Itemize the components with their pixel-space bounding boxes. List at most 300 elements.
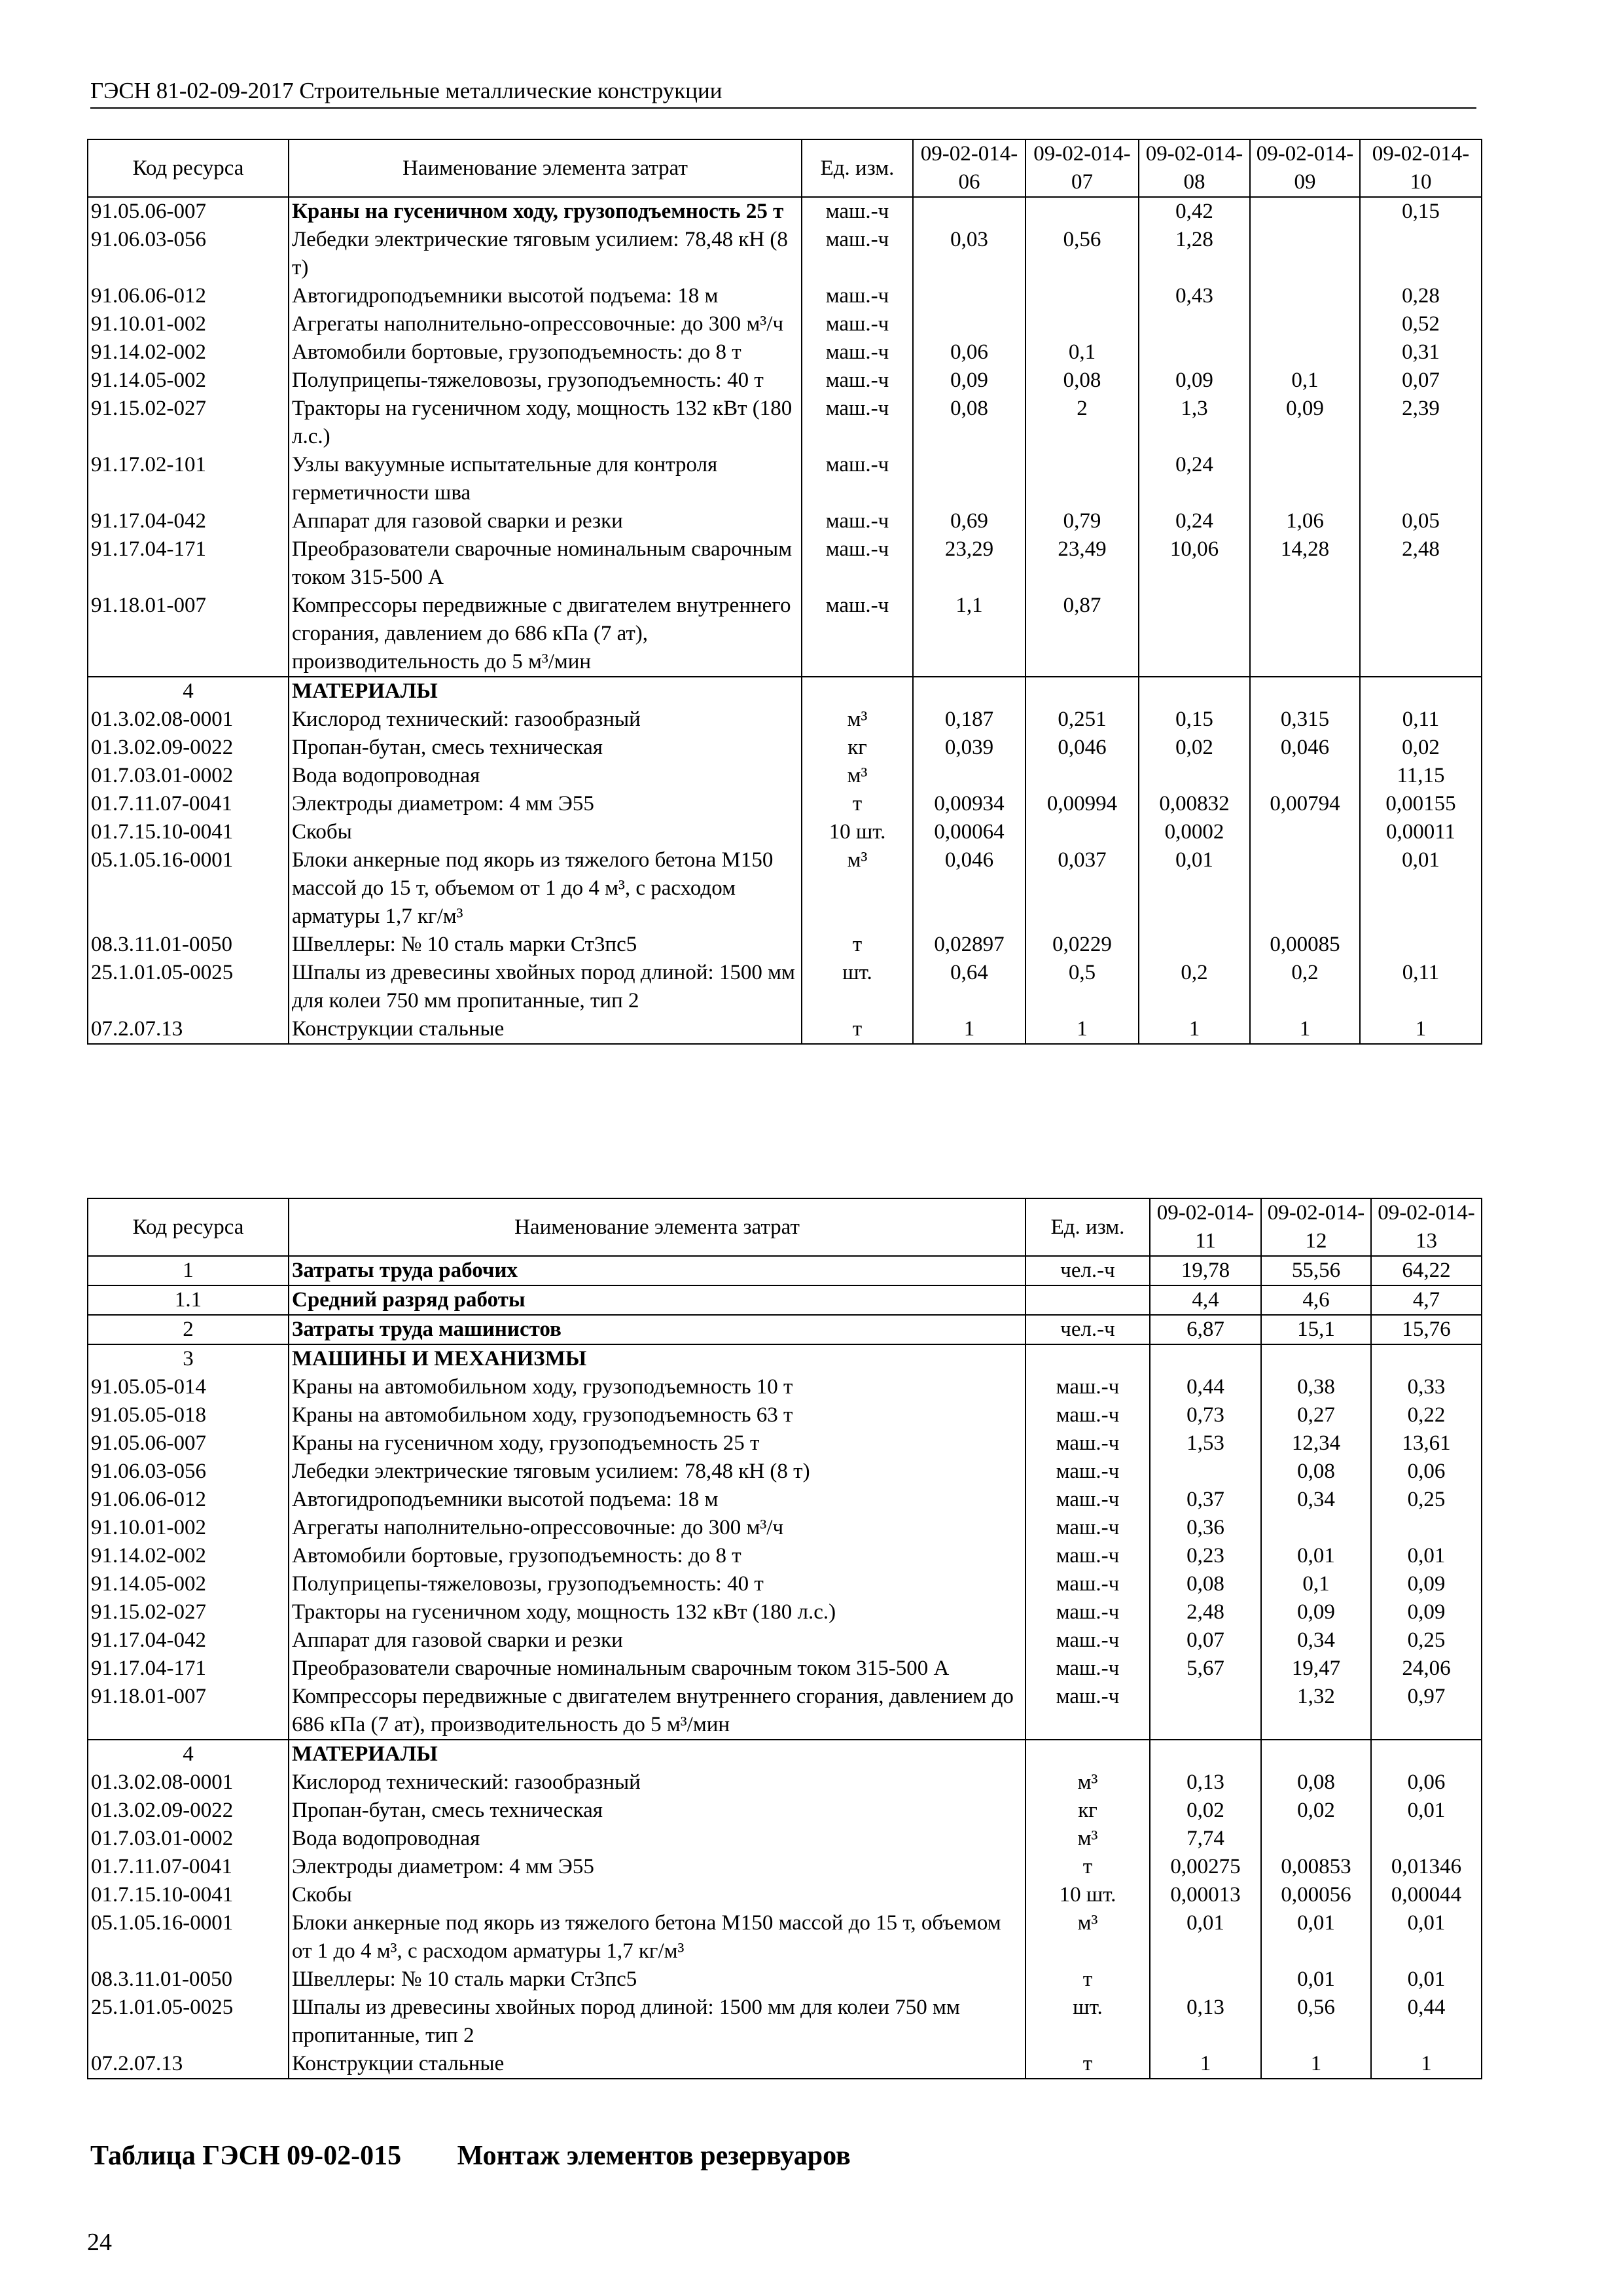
norm-value — [1139, 592, 1250, 677]
norm-value: 0,08 — [1261, 1458, 1371, 1486]
cost-element-name: Затраты труда машинистов — [289, 1315, 1026, 1344]
norm-value: 0,15 — [1360, 197, 1482, 226]
unit: м³ — [1026, 1768, 1150, 1797]
table-row — [88, 1740, 1482, 1768]
norm-value: 0,1 — [1261, 1570, 1371, 1598]
norm-value: 0,73 — [1150, 1401, 1261, 1429]
norm-value — [913, 677, 1026, 706]
norm-value: 14,28 — [1250, 535, 1360, 592]
unit: маш.-ч — [1026, 1401, 1150, 1429]
norm-value: 0,00064 — [913, 818, 1026, 846]
norm-value — [1261, 1740, 1371, 1768]
unit: маш.-ч — [802, 338, 913, 367]
norm-value — [1150, 1458, 1261, 1486]
column-header: 09-02-014-13 — [1371, 1198, 1482, 1256]
norm-value: 0,09 — [1371, 1598, 1482, 1626]
cost-element-name: Автогидроподъемники высотой подъема: 18 м — [289, 282, 802, 310]
norm-value: 0,00011 — [1360, 818, 1482, 846]
norm-value: 0,24 — [1139, 451, 1250, 507]
norm-value — [913, 282, 1026, 310]
unit: чел.-ч — [1026, 1315, 1150, 1344]
resource-code: 08.3.11.01-0050 — [88, 1965, 289, 1994]
norm-value — [1250, 592, 1360, 677]
resource-code: 01.3.02.09-0022 — [88, 734, 289, 762]
table-row — [88, 959, 1482, 1015]
table-row — [88, 846, 1482, 931]
table-row — [88, 451, 1482, 507]
norm-value: 0,08 — [913, 395, 1026, 451]
norm-value: 1,28 — [1139, 226, 1250, 282]
table-1-body — [88, 197, 1482, 1044]
norm-value: 0,08 — [1150, 1570, 1261, 1598]
norm-value: 0,37 — [1150, 1486, 1261, 1514]
norm-value: 0,05 — [1360, 507, 1482, 535]
cost-element-name: МАТЕРИАЛЫ — [289, 1740, 1026, 1768]
norm-value: 0,09 — [1261, 1598, 1371, 1626]
table-row — [88, 1825, 1482, 1853]
unit: маш.-ч — [1026, 1373, 1150, 1401]
norm-value: 0,01 — [1371, 1542, 1482, 1570]
norm-value: 0,07 — [1360, 367, 1482, 395]
cost-element-name: Пропан-бутан, смесь техническая — [289, 1797, 1026, 1825]
norm-value: 1 — [1261, 2050, 1371, 2079]
norm-value: 1,53 — [1150, 1429, 1261, 1458]
table-row — [88, 1256, 1482, 1285]
norm-value: 0,08 — [1026, 367, 1139, 395]
cost-element-name: Краны на автомобильном ходу, грузоподъемность 63 т — [289, 1401, 1026, 1429]
unit: маш.-ч — [1026, 1598, 1150, 1626]
cost-element-name: Тракторы на гусеничном ходу, мощность 132 кВт (180 л.с.) — [289, 395, 802, 451]
norm-value: 6,87 — [1150, 1315, 1261, 1344]
norm-value: 0,251 — [1026, 706, 1139, 734]
norm-value — [1250, 762, 1360, 790]
resource-code: 91.06.03-056 — [88, 1458, 289, 1486]
norm-value: 2,39 — [1360, 395, 1482, 451]
unit: кг — [1026, 1797, 1150, 1825]
norm-value — [1360, 451, 1482, 507]
norm-value: 2,48 — [1360, 535, 1482, 592]
cost-element-name: Аппарат для газовой сварки и резки — [289, 1626, 1026, 1655]
norm-value: 0,36 — [1150, 1514, 1261, 1542]
unit: шт. — [802, 959, 913, 1015]
table-row — [88, 338, 1482, 367]
norm-value: 0,046 — [1026, 734, 1139, 762]
resource-code: 1 — [88, 1256, 289, 1285]
norm-value: 0,13 — [1150, 1768, 1261, 1797]
column-header: Наименование элемента затрат — [289, 139, 802, 197]
norm-value — [1026, 197, 1139, 226]
table-2-header — [88, 1198, 1482, 1256]
norm-value: 0,43 — [1139, 282, 1250, 310]
unit: маш.-ч — [1026, 1458, 1150, 1486]
resource-code: 91.06.06-012 — [88, 282, 289, 310]
cost-element-name: Пропан-бутан, смесь техническая — [289, 734, 802, 762]
header-row — [88, 1198, 1482, 1256]
norm-value: 0,06 — [913, 338, 1026, 367]
cost-element-name: Автомобили бортовые, грузоподъемность: до 8 т — [289, 338, 802, 367]
norm-value: 1 — [1139, 1015, 1250, 1044]
norm-value — [1139, 677, 1250, 706]
table-row — [88, 790, 1482, 818]
table-row — [88, 535, 1482, 592]
table-row — [88, 1401, 1482, 1429]
unit: шт. — [1026, 1994, 1150, 2050]
table-row — [88, 1881, 1482, 1909]
norm-value: 0,315 — [1250, 706, 1360, 734]
cost-element-name: Швеллеры: № 10 сталь марки Ст3пс5 — [289, 931, 802, 959]
cost-element-name: Тракторы на гусеничном ходу, мощность 132 кВт (180 л.с.) — [289, 1598, 1026, 1626]
column-header: 09-02-014-08 — [1139, 139, 1250, 197]
table-row — [88, 1768, 1482, 1797]
unit: кг — [802, 734, 913, 762]
unit: маш.-ч — [1026, 1626, 1150, 1655]
cost-element-name: Автогидроподъемники высотой подъема: 18 м — [289, 1486, 1026, 1514]
unit: маш.-ч — [1026, 1542, 1150, 1570]
cost-element-name: Краны на гусеничном ходу, грузоподъемность 25 т — [289, 1429, 1026, 1458]
norm-value — [1026, 677, 1139, 706]
norm-value — [1026, 451, 1139, 507]
resource-code: 91.14.02-002 — [88, 338, 289, 367]
norm-value: 0,5 — [1026, 959, 1139, 1015]
norm-value: 0,79 — [1026, 507, 1139, 535]
norm-value: 0,34 — [1261, 1486, 1371, 1514]
resource-code: 05.1.05.16-0001 — [88, 1909, 289, 1965]
norm-value: 0,01 — [1371, 1797, 1482, 1825]
norm-value: 0,27 — [1261, 1401, 1371, 1429]
norm-value: 1 — [913, 1015, 1026, 1044]
norm-value: 0,00832 — [1139, 790, 1250, 818]
resource-code: 4 — [88, 1740, 289, 1768]
unit — [802, 677, 913, 706]
table-row — [88, 592, 1482, 677]
resource-code: 91.05.05-014 — [88, 1373, 289, 1401]
norm-value — [1261, 1514, 1371, 1542]
norm-value: 7,74 — [1150, 1825, 1261, 1853]
norm-value: 0,44 — [1371, 1994, 1482, 2050]
norm-value: 0,24 — [1139, 507, 1250, 535]
norm-value — [1371, 1344, 1482, 1373]
unit: маш.-ч — [802, 535, 913, 592]
table-row — [88, 1570, 1482, 1598]
norm-value: 0,06 — [1371, 1458, 1482, 1486]
column-header: 09-02-014-12 — [1261, 1198, 1371, 1256]
norm-value: 0,0002 — [1139, 818, 1250, 846]
resource-code: 01.7.03.01-0002 — [88, 762, 289, 790]
norm-value: 0,00994 — [1026, 790, 1139, 818]
norm-value: 0,22 — [1371, 1401, 1482, 1429]
cost-element-name: МАШИНЫ И МЕХАНИЗМЫ — [289, 1344, 1026, 1373]
cost-element-name: Конструкции стальные — [289, 2050, 1026, 2079]
table-row — [88, 762, 1482, 790]
norm-value: 0,44 — [1150, 1373, 1261, 1401]
norm-value: 0,52 — [1360, 310, 1482, 338]
column-header: 09-02-014-06 — [913, 139, 1026, 197]
cost-element-name: Конструкции стальные — [289, 1015, 802, 1044]
resource-code: 91.05.05-018 — [88, 1401, 289, 1429]
column-header: Код ресурса — [88, 139, 289, 197]
cost-element-name: Блоки анкерные под якорь из тяжелого бетона М150 массой до 15 т, объемом от 1 до 4 м³, с расходом арматуры 1,7 кг/м³ — [289, 846, 802, 931]
norm-value — [1371, 1740, 1482, 1768]
norm-value — [913, 451, 1026, 507]
unit: маш.-ч — [802, 395, 913, 451]
norm-value — [1150, 1965, 1261, 1994]
norm-value: 0,01 — [1360, 846, 1482, 931]
norm-value — [1250, 226, 1360, 282]
norm-value — [1371, 1825, 1482, 1853]
resource-code: 91.05.06-007 — [88, 197, 289, 226]
unit: маш.-ч — [1026, 1683, 1150, 1740]
norm-value: 23,49 — [1026, 535, 1139, 592]
norm-value: 1 — [1360, 1015, 1482, 1044]
resource-code: 91.17.02-101 — [88, 451, 289, 507]
table-row — [88, 2050, 1482, 2079]
norm-value: 0,01 — [1371, 1965, 1482, 1994]
table-row — [88, 1994, 1482, 2050]
norm-value: 15,1 — [1261, 1315, 1371, 1344]
table-row — [88, 1429, 1482, 1458]
norm-value — [1139, 338, 1250, 367]
norm-value — [913, 197, 1026, 226]
cost-element-name: Блоки анкерные под якорь из тяжелого бетона М150 массой до 15 т, объемом от 1 до 4 м³, с расходом арматуры 1,7 кг/м³ — [289, 1909, 1026, 1965]
resource-code: 91.17.04-171 — [88, 535, 289, 592]
norm-value: 15,76 — [1371, 1315, 1482, 1344]
norm-value: 0,02 — [1261, 1797, 1371, 1825]
unit — [1026, 1740, 1150, 1768]
cost-element-name: Шпалы из древесины хвойных пород длиной: 1500 мм для колеи 750 мм пропитанные, тип 2 — [289, 1994, 1026, 2050]
resource-code: 01.7.11.07-0041 — [88, 1853, 289, 1881]
unit: 10 шт. — [1026, 1881, 1150, 1909]
cost-element-name: Скобы — [289, 1881, 1026, 1909]
norm-value: 12,34 — [1261, 1429, 1371, 1458]
norm-value: 0,00044 — [1371, 1881, 1482, 1909]
norm-value: 0,02 — [1139, 734, 1250, 762]
norm-value: 1 — [1250, 1015, 1360, 1044]
cost-element-name: Преобразователи сварочные номинальным сварочным током 315-500 А — [289, 1655, 1026, 1683]
norm-value: 0,33 — [1371, 1373, 1482, 1401]
norm-value: 10,06 — [1139, 535, 1250, 592]
column-header: Ед. изм. — [802, 139, 913, 197]
unit: м³ — [802, 846, 913, 931]
norm-value: 0,13 — [1150, 1994, 1261, 2050]
cost-element-name: Краны на автомобильном ходу, грузоподъемность 10 т — [289, 1373, 1026, 1401]
table-row — [88, 1965, 1482, 1994]
norm-value — [1360, 226, 1482, 282]
norm-value: 1 — [1150, 2050, 1261, 2079]
norm-value: 0,09 — [1139, 367, 1250, 395]
table-row — [88, 1285, 1482, 1315]
norm-value: 0,187 — [913, 706, 1026, 734]
unit: маш.-ч — [802, 310, 913, 338]
cost-element-name: Краны на гусеничном ходу, грузоподъемность 25 т — [289, 197, 802, 226]
cost-element-name: Кислород технический: газообразный — [289, 1768, 1026, 1797]
unit: м³ — [802, 762, 913, 790]
norm-value: 24,06 — [1371, 1655, 1482, 1683]
norm-value: 0,01 — [1150, 1909, 1261, 1965]
unit: маш.-ч — [802, 507, 913, 535]
norm-value: 0,15 — [1139, 706, 1250, 734]
norm-value — [1139, 310, 1250, 338]
norm-value: 23,29 — [913, 535, 1026, 592]
table-caption — [90, 2140, 851, 2172]
norm-value: 0,25 — [1371, 1626, 1482, 1655]
table-row — [88, 1486, 1482, 1514]
cost-element-name: Вода водопроводная — [289, 1825, 1026, 1853]
norm-value: 0,00056 — [1261, 1881, 1371, 1909]
norm-value: 0,039 — [913, 734, 1026, 762]
cost-element-name: Вода водопроводная — [289, 762, 802, 790]
unit: м³ — [802, 706, 913, 734]
norm-value: 0,0229 — [1026, 931, 1139, 959]
unit: м³ — [1026, 1909, 1150, 1965]
norm-value: 0,56 — [1261, 1994, 1371, 2050]
norm-value: 0,01 — [1261, 1965, 1371, 1994]
resource-code: 91.15.02-027 — [88, 395, 289, 451]
table-row — [88, 1015, 1482, 1044]
cost-element-name: Шпалы из древесины хвойных пород длиной: 1500 мм для колеи 750 мм пропитанные, тип 2 — [289, 959, 802, 1015]
cost-element-name: Агрегаты наполнительно-опрессовочные: до 300 м³/ч — [289, 310, 802, 338]
norm-value — [1026, 310, 1139, 338]
unit: маш.-ч — [802, 451, 913, 507]
table-row — [88, 1683, 1482, 1740]
cost-element-name: Полуприцепы-тяжеловозы, грузоподъемность: 40 т — [289, 1570, 1026, 1598]
cost-element-name: Затраты труда рабочих — [289, 1256, 1026, 1285]
unit: т — [1026, 1853, 1150, 1881]
norm-value: 0,09 — [1371, 1570, 1482, 1598]
norm-value: 0,87 — [1026, 592, 1139, 677]
cost-element-name: Компрессоры передвижные с двигателем внутреннего сгорания, давлением до 686 кПа (7 ат), производительность до 5 м³/мин — [289, 1683, 1026, 1740]
table-row — [88, 1797, 1482, 1825]
cost-element-name: Узлы вакуумные испытательные для контроля герметичности шва — [289, 451, 802, 507]
resource-code: 2 — [88, 1315, 289, 1344]
resource-code: 91.10.01-002 — [88, 1514, 289, 1542]
norm-value — [1026, 762, 1139, 790]
unit: маш.-ч — [1026, 1655, 1150, 1683]
norm-value: 0,42 — [1139, 197, 1250, 226]
norm-value — [1261, 1825, 1371, 1853]
resource-code: 91.17.04-171 — [88, 1655, 289, 1683]
cost-element-name: Автомобили бортовые, грузоподъемность: до 8 т — [289, 1542, 1026, 1570]
norm-value — [1150, 1740, 1261, 1768]
norm-value: 1,3 — [1139, 395, 1250, 451]
resource-code: 91.15.02-027 — [88, 1598, 289, 1626]
unit: 10 шт. — [802, 818, 913, 846]
norm-value: 0,00794 — [1250, 790, 1360, 818]
table-row — [88, 1909, 1482, 1965]
resource-code: 91.17.04-042 — [88, 507, 289, 535]
cost-element-name: Агрегаты наполнительно-опрессовочные: до 300 м³/ч — [289, 1514, 1026, 1542]
norm-value: 0,02 — [1150, 1797, 1261, 1825]
table-row — [88, 1626, 1482, 1655]
norm-value: 0,01346 — [1371, 1853, 1482, 1881]
page-number: 24 — [87, 2229, 112, 2256]
table-row — [88, 931, 1482, 959]
norm-value: 0,09 — [1250, 395, 1360, 451]
norm-value — [1150, 1344, 1261, 1373]
table-row — [88, 1655, 1482, 1683]
resource-code: 01.3.02.08-0001 — [88, 706, 289, 734]
resource-code: 25.1.01.05-0025 — [88, 959, 289, 1015]
norm-value: 0,046 — [1250, 734, 1360, 762]
unit: т — [802, 790, 913, 818]
table-row — [88, 1514, 1482, 1542]
norm-value: 1 — [1371, 2050, 1482, 2079]
unit: маш.-ч — [1026, 1570, 1150, 1598]
cost-element-name: Лебедки электрические тяговым усилием: 78,48 кН (8 т) — [289, 1458, 1026, 1486]
table-row — [88, 1373, 1482, 1401]
norm-value: 0,38 — [1261, 1373, 1371, 1401]
norm-value — [1360, 592, 1482, 677]
unit: маш.-ч — [1026, 1514, 1150, 1542]
norm-value: 0,64 — [913, 959, 1026, 1015]
resource-code: 91.14.02-002 — [88, 1542, 289, 1570]
cost-element-name: Электроды диаметром: 4 мм Э55 — [289, 790, 802, 818]
norm-value: 0,01 — [1261, 1542, 1371, 1570]
norm-value: 64,22 — [1371, 1256, 1482, 1285]
column-header: 09-02-014-07 — [1026, 139, 1139, 197]
norm-value — [1250, 677, 1360, 706]
resource-code: 91.06.03-056 — [88, 226, 289, 282]
table-row — [88, 282, 1482, 310]
norm-value: 0,28 — [1360, 282, 1482, 310]
table-row — [88, 507, 1482, 535]
table-row — [88, 395, 1482, 451]
norm-value: 0,01 — [1261, 1909, 1371, 1965]
column-header: Код ресурса — [88, 1198, 289, 1256]
resource-code: 91.14.05-002 — [88, 367, 289, 395]
cost-element-name: Швеллеры: № 10 сталь марки Ст3пс5 — [289, 1965, 1026, 1994]
column-header: 09-02-014-09 — [1250, 139, 1360, 197]
table-2-body — [88, 1256, 1482, 2079]
table-row — [88, 706, 1482, 734]
resource-code: 1.1 — [88, 1285, 289, 1315]
norm-value: 0,2 — [1250, 959, 1360, 1015]
norm-value: 4,4 — [1150, 1285, 1261, 1315]
norm-value: 1,1 — [913, 592, 1026, 677]
resource-table-2 — [87, 1198, 1482, 2079]
resource-code: 01.3.02.09-0022 — [88, 1797, 289, 1825]
table-row — [88, 1598, 1482, 1626]
norm-value: 19,78 — [1150, 1256, 1261, 1285]
table-row — [88, 1315, 1482, 1344]
norm-value: 0,00155 — [1360, 790, 1482, 818]
cost-element-name: Средний разряд работы — [289, 1285, 1026, 1315]
unit: маш.-ч — [1026, 1429, 1150, 1458]
cost-element-name: Лебедки электрические тяговым усилием: 78,48 кН (8 т) — [289, 226, 802, 282]
column-header: 09-02-014-11 — [1150, 1198, 1261, 1256]
norm-value: 2,48 — [1150, 1598, 1261, 1626]
unit: маш.-ч — [802, 197, 913, 226]
norm-value: 0,2 — [1139, 959, 1250, 1015]
norm-value: 2 — [1026, 395, 1139, 451]
resource-code: 07.2.07.13 — [88, 1015, 289, 1044]
norm-value: 0,11 — [1360, 706, 1482, 734]
norm-value: 0,01 — [1371, 1909, 1482, 1965]
resource-code: 91.18.01-007 — [88, 592, 289, 677]
resource-code: 01.7.15.10-0041 — [88, 818, 289, 846]
resource-code: 91.05.06-007 — [88, 1429, 289, 1458]
resource-code: 01.7.03.01-0002 — [88, 1825, 289, 1853]
resource-code: 08.3.11.01-0050 — [88, 931, 289, 959]
norm-value: 0,02897 — [913, 931, 1026, 959]
cost-element-name: Преобразователи сварочные номинальным сварочным током 315-500 А — [289, 535, 802, 592]
unit: т — [1026, 2050, 1150, 2079]
table-row — [88, 197, 1482, 226]
resource-code: 91.10.01-002 — [88, 310, 289, 338]
running-header: ГЭСН 81-02-09-2017 Строительные металлические конструкции — [90, 77, 1476, 109]
norm-value: 1 — [1026, 1015, 1139, 1044]
norm-value: 0,00934 — [913, 790, 1026, 818]
norm-value: 0,01 — [1139, 846, 1250, 931]
